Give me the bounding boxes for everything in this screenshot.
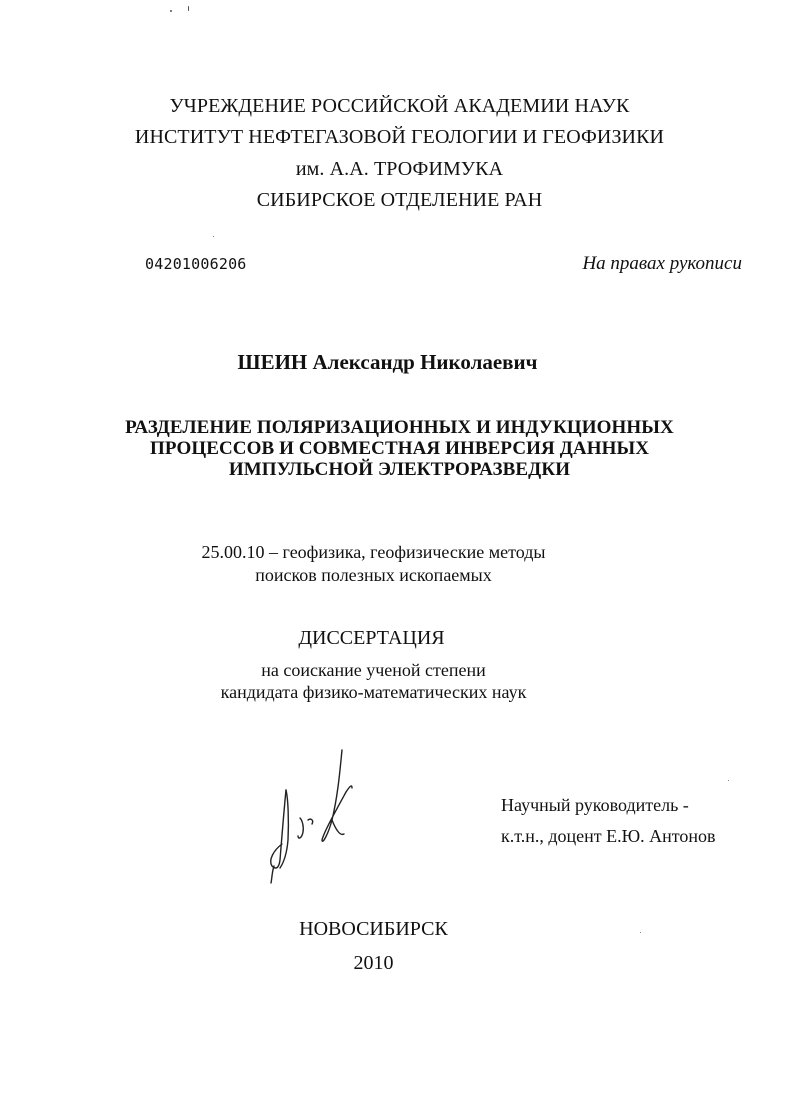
scan-speck — [188, 6, 189, 11]
city: НОВОСИБИРСК — [299, 918, 448, 940]
supervisor-name: к.т.н., доцент Е.Ю. Антонов — [501, 826, 716, 846]
degree-line-1: на соискание ученой степени — [261, 660, 486, 680]
thesis-title-line-3: ИМПУЛЬСНОЙ ЭЛЕКТРОРАЗВЕДКИ — [228, 459, 571, 480]
institution-line-1: УЧРЕЖДЕНИЕ РОССИЙСКОЙ АКАДЕМИИ НАУК — [169, 95, 630, 117]
supervisor-label: Научный руководитель - — [501, 795, 689, 815]
year: 2010 — [353, 952, 394, 974]
specialty-line-1: 25.00.10 – геофизика, геофизические методы — [201, 542, 546, 562]
degree-line-2: кандидата физико-математических наук — [220, 682, 527, 702]
scan-speck — [213, 236, 214, 237]
scan-speck — [170, 10, 172, 12]
manuscript-rights: На правах рукописи — [582, 253, 742, 274]
thesis-title-line-1: РАЗДЕЛЕНИЕ ПОЛЯРИЗАЦИОННЫХ И ИНДУКЦИОННЫХ — [125, 417, 674, 438]
thesis-title-line-2: ПРОЦЕССОВ И СОВМЕСТНАЯ ИНВЕРСИЯ ДАННЫХ — [149, 438, 650, 459]
author-name: ШЕИН Александр Николаевич — [237, 350, 538, 374]
specialty-line-2: поисков полезных ископаемых — [255, 565, 492, 585]
institution-line-2: ИНСТИТУТ НЕФТЕГАЗОВОЙ ГЕОЛОГИИ И ГЕОФИЗИКИ — [134, 126, 665, 148]
handwritten-signature — [258, 740, 368, 885]
scan-speck — [728, 780, 729, 781]
registration-number: 04201006206 — [145, 255, 247, 273]
institution-line-4: СИБИРСКОЕ ОТДЕЛЕНИЕ РАН — [256, 189, 543, 211]
document-type-heading: ДИССЕРТАЦИЯ — [298, 627, 445, 649]
institution-line-3: им. А.А. ТРОФИМУКА — [295, 158, 504, 180]
